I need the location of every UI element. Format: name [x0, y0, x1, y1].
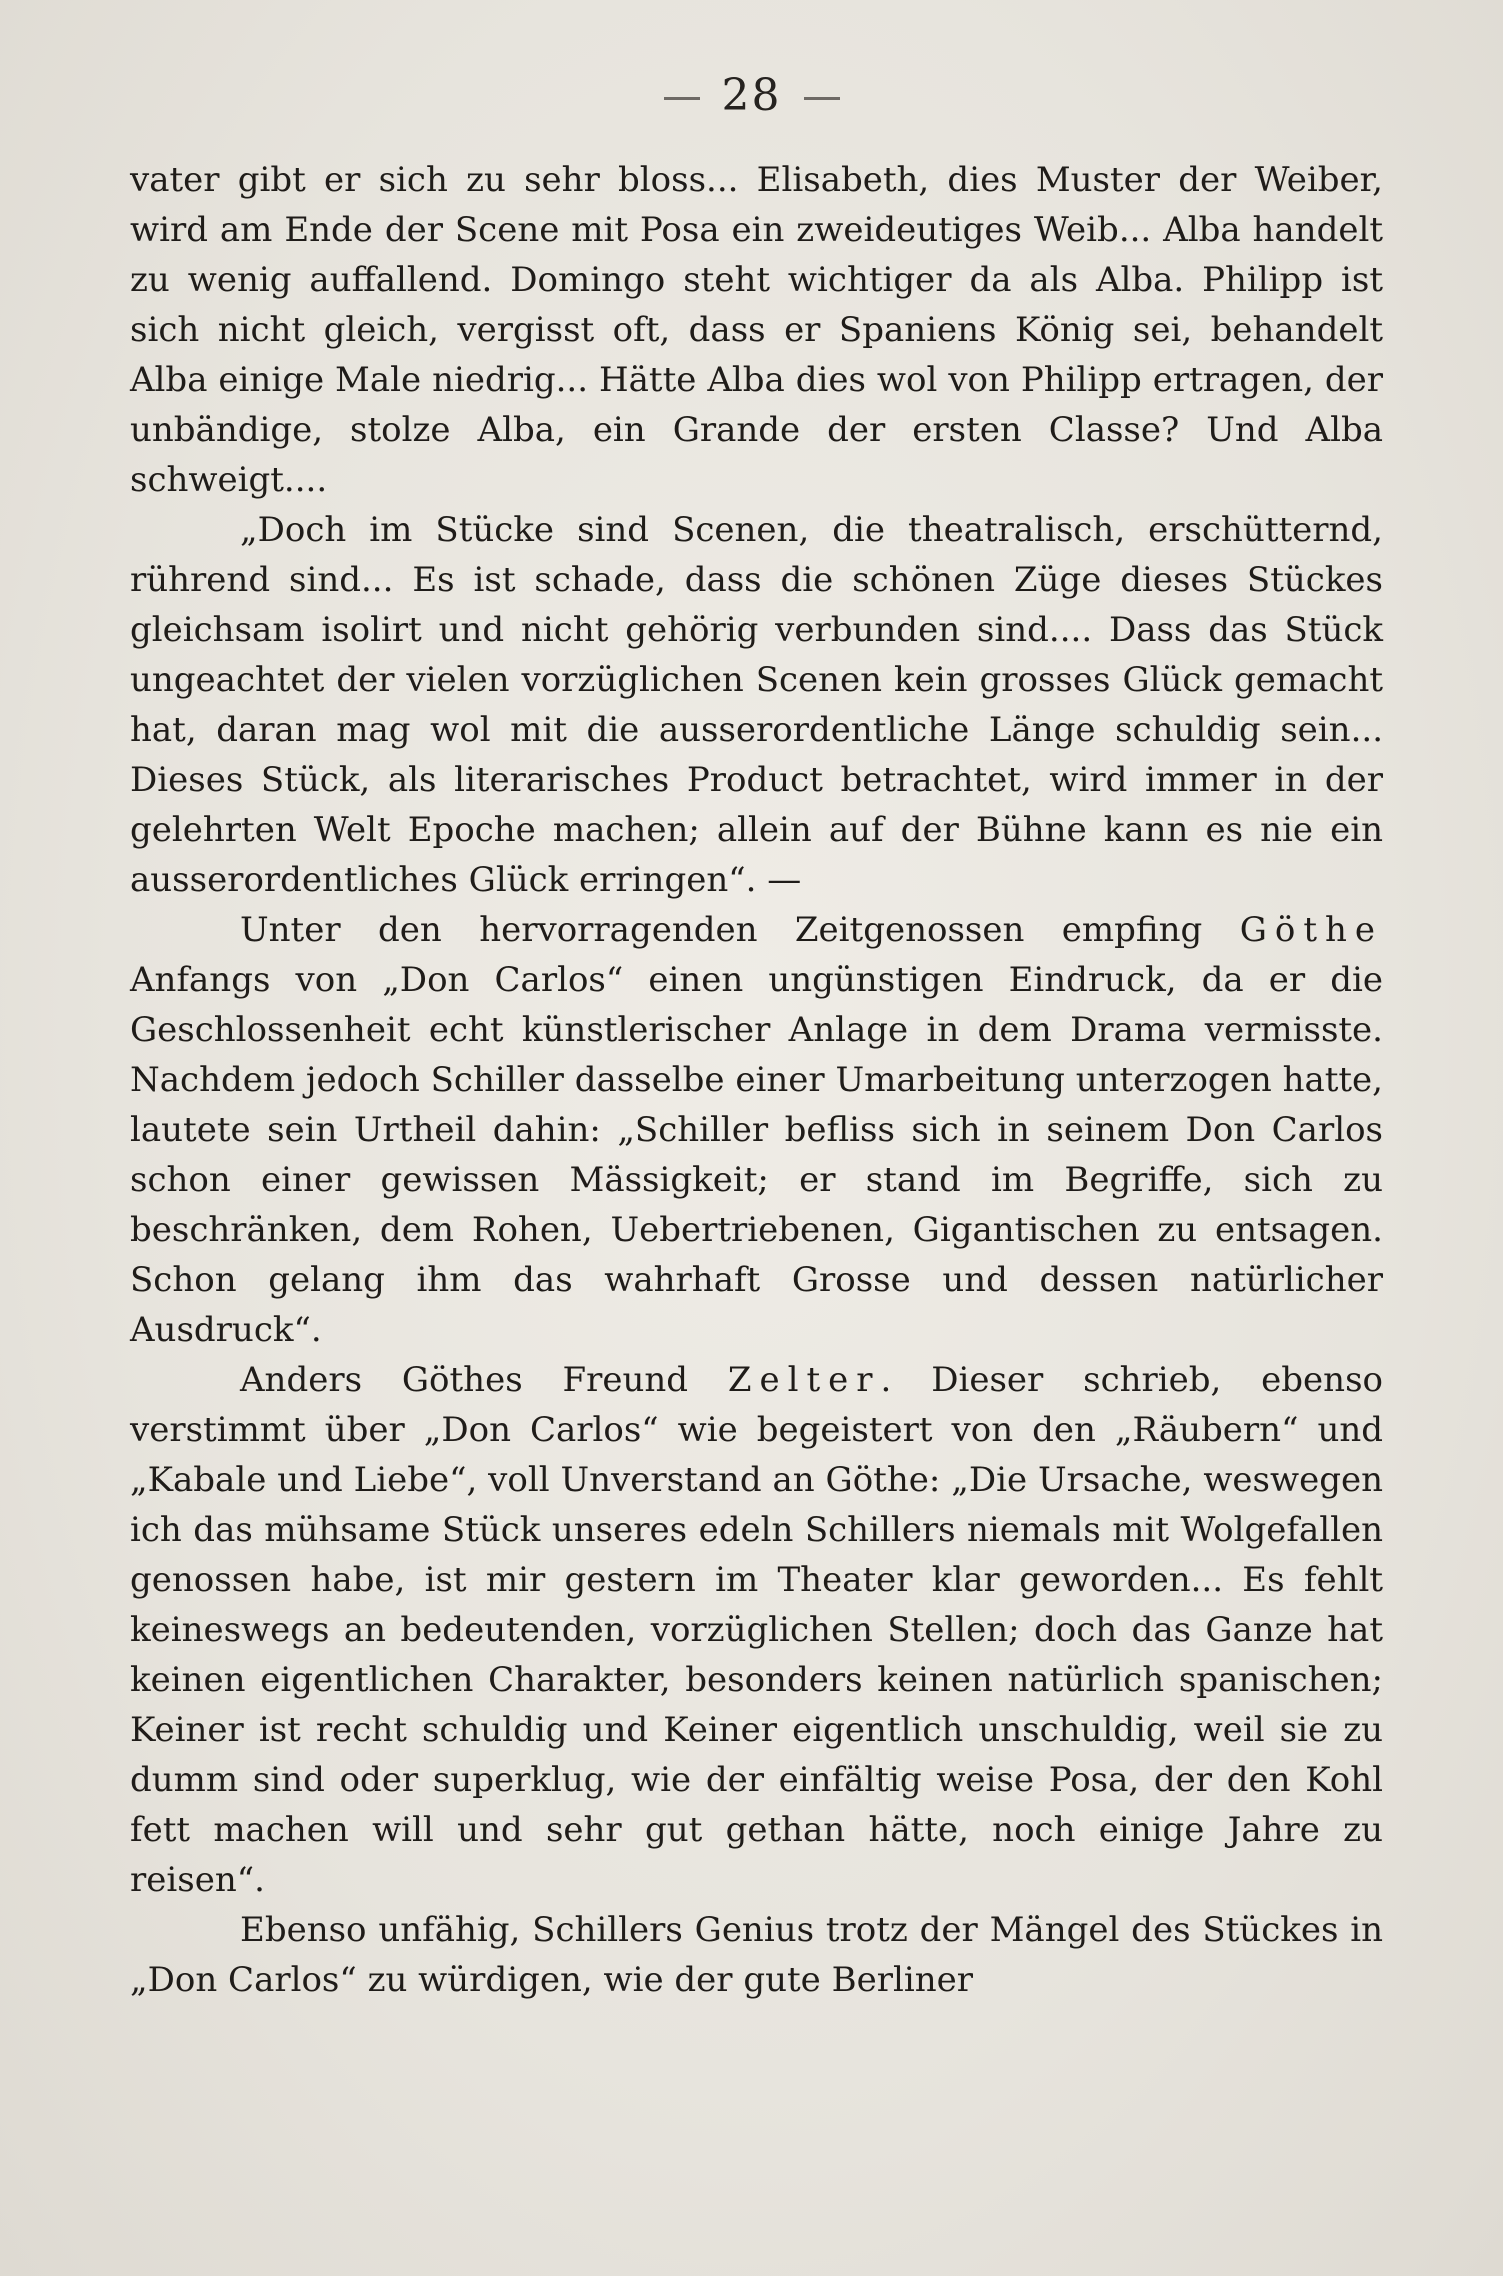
- paragraph-5: Ebenso unfähig, Schillers Genius trotz der Mängel des Stückes in „Don Carlos“ zu würdigen, wie der gute Berliner: [130, 1910, 1383, 2000]
- paragraph-3-text-after: Anfangs von „Don Carlos“ einen ungünstigen Eindruck, da er die Geschlossenheit echt künstlerischer Anlage in dem Drama vermisste. Nachdem jedoch Schiller dasselbe einer Umarbeitung unterzogen hatte, lautete sein Urtheil dahin: „Schiller befliss sich in seinem Don Carlos schon einer gewissen Mässigkeit; er stand im Begriffe, sich zu beschränken, dem Rohen, Uebertriebenen, Gigantischen zu entsagen. Schon gelang ihm das wahrhaft Grosse und dessen natürlicher Ausdruck“.: [130, 960, 1383, 1350]
- paragraph-2: „Doch im Stücke sind Scenen, die theatralisch, erschütternd, rührend sind... Es ist schade, dass die schönen Züge dieses Stückes gleichsam isolirt und nicht gehörig verbunden sind.... Dass das Stück ungeachtet der vielen vorzüglichen Scenen kein grosses Glück gemacht hat, daran mag wol mit die ausserordentliche Länge schuldig sein... Dieses Stück, als literarisches Product betrachtet, wird immer in der gelehrten Welt Epoche machen; allein auf der Bühne kann es nie ein ausserordentliches Glück erringen“. —: [130, 510, 1383, 900]
- right-dash-ornament: [804, 97, 840, 100]
- paragraph-4-text-before: Anders Göthes Freund: [240, 1360, 728, 1400]
- paragraph-3-spaced-name: Göthe: [1239, 910, 1383, 950]
- left-dash-ornament: [664, 97, 700, 100]
- paragraph-4: [130, 1355, 1383, 1905]
- paragraph-4-spaced-name: Zelter: [727, 1360, 881, 1400]
- page-number-header: [0, 70, 1503, 121]
- page-number: 28: [721, 70, 782, 121]
- body-text: [130, 155, 1383, 2005]
- paragraph-3: [130, 905, 1383, 1355]
- paragraph-4-text-after: . Dieser schrieb, ebenso verstimmt über „Don Carlos“ wie begeistert von den „Räubern“ und „Kabale und Liebe“, voll Unverstand an Göthe: „Die Ursache, weswegen ich das mühsame Stück unseres edeln Schillers niemals mit Wolgefallen genossen habe, ist mir gestern im Theater klar geworden... Es fehlt keineswegs an bedeutenden, vorzüglichen Stellen; doch das Ganze hat keinen eigentlichen Charakter, besonders keinen natürlich spanischen; Keiner ist recht schuldig und Keiner eigentlich unschuldig, weil sie zu dumm sind oder superklug, wie der einfältig weise Posa, der den Kohl fett machen will und sehr gut gethan hätte, noch einige Jahre zu reisen“.: [130, 1360, 1383, 1900]
- paragraph-3-text-before: Unter den hervorragenden Zeitgenossen empfing: [240, 910, 1240, 950]
- paragraph-1: vater gibt er sich zu sehr bloss... Elisabeth, dies Muster der Weiber, wird am Ende der Scene mit Posa ein zweideutiges Weib... Alba handelt zu wenig auffallend. Domingo steht wichtiger da als Alba. Philipp ist sich nicht gleich, vergisst oft, dass er Spaniens König sei, behandelt Alba einige Male niedrig... Hätte Alba dies wol von Philipp ertragen, der unbändige, stolze Alba, ein Grande der ersten Classe? Und Alba schweigt....: [130, 160, 1383, 500]
